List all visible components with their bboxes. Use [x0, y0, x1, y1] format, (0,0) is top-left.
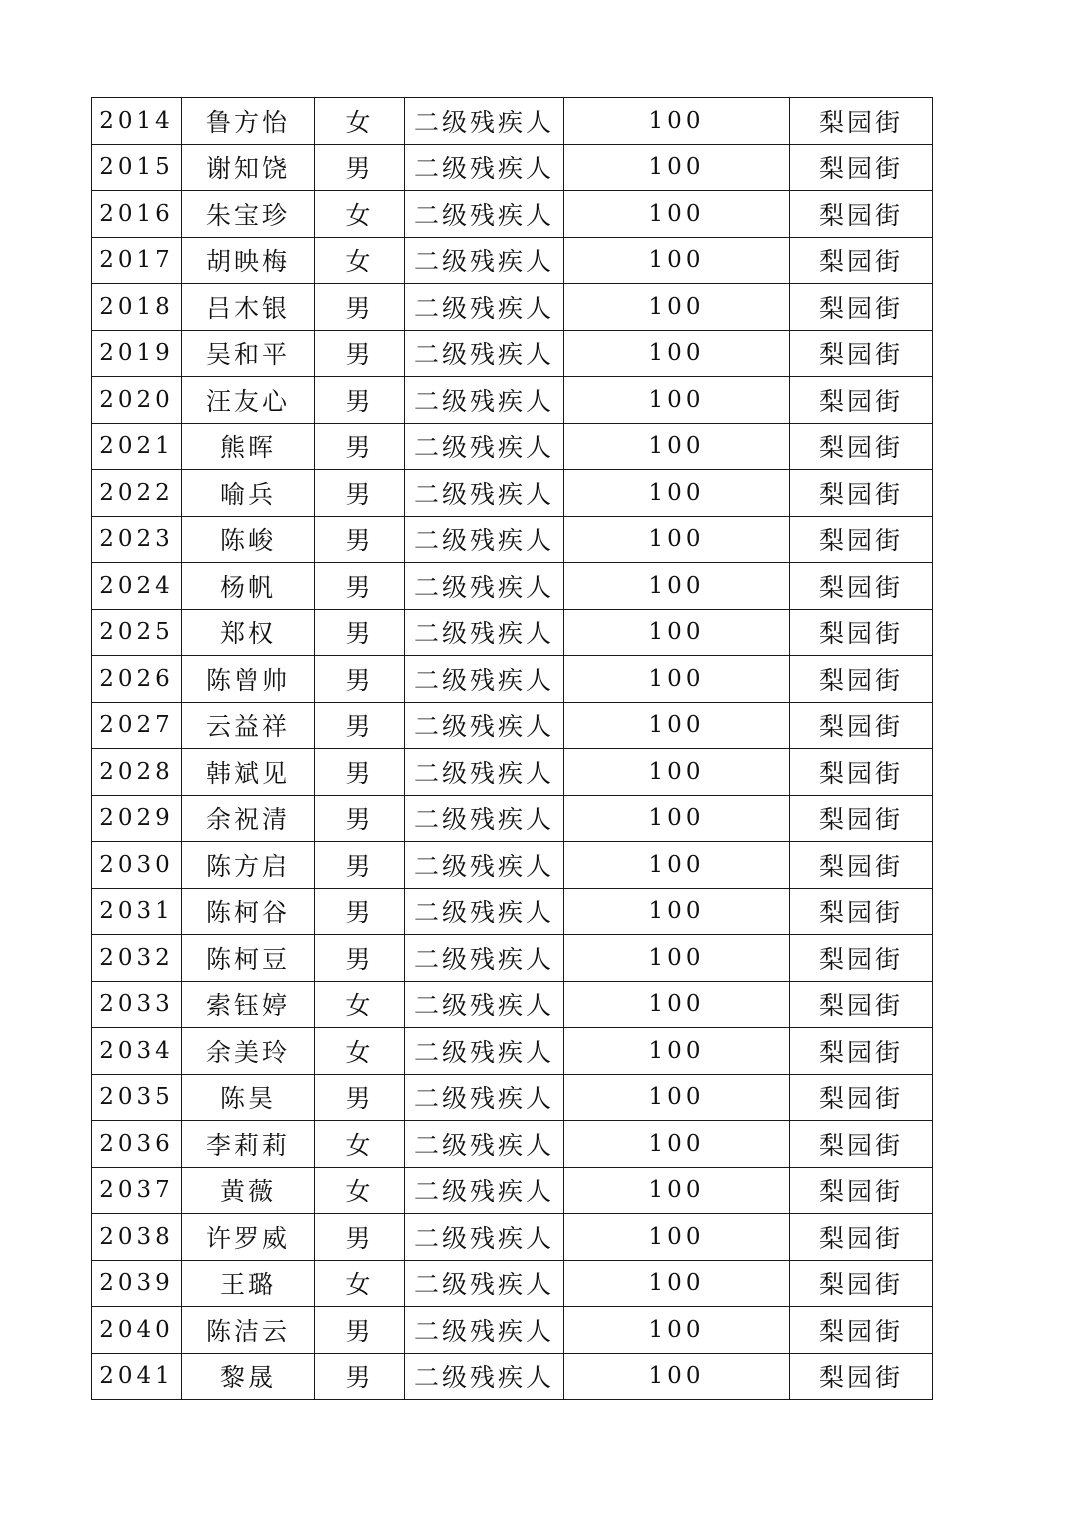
cell-number: 2016: [92, 191, 182, 238]
cell-gender: 男: [315, 423, 405, 470]
cell-disability-level: 二级残疾人: [405, 330, 564, 377]
cell-disability-level: 二级残疾人: [405, 423, 564, 470]
cell-number: 2029: [92, 795, 182, 842]
cell-street: 梨园街: [790, 237, 933, 284]
cell-gender: 男: [315, 470, 405, 517]
cell-name: 李莉莉: [182, 1121, 315, 1168]
cell-gender: 男: [315, 1074, 405, 1121]
cell-name: 胡映梅: [182, 237, 315, 284]
cell-amount: 100: [564, 935, 790, 982]
cell-disability-level: 二级残疾人: [405, 470, 564, 517]
cell-street: 梨园街: [790, 1307, 933, 1354]
cell-amount: 100: [564, 749, 790, 796]
cell-amount: 100: [564, 1260, 790, 1307]
cell-disability-level: 二级残疾人: [405, 237, 564, 284]
cell-number: 2015: [92, 144, 182, 191]
table-row: [92, 749, 933, 796]
table-row: [92, 609, 933, 656]
cell-gender: 男: [315, 144, 405, 191]
cell-number: 2034: [92, 1028, 182, 1075]
cell-gender: 女: [315, 237, 405, 284]
cell-amount: 100: [564, 1353, 790, 1400]
cell-name: 余美玲: [182, 1028, 315, 1075]
cell-amount: 100: [564, 842, 790, 889]
cell-disability-level: 二级残疾人: [405, 981, 564, 1028]
cell-street: 梨园街: [790, 284, 933, 331]
cell-gender: 女: [315, 1260, 405, 1307]
cell-amount: 100: [564, 1167, 790, 1214]
cell-amount: 100: [564, 888, 790, 935]
cell-number: 2040: [92, 1307, 182, 1354]
cell-amount: 100: [564, 981, 790, 1028]
cell-name: 陈柯谷: [182, 888, 315, 935]
table-row: [92, 1353, 933, 1400]
cell-amount: 100: [564, 1307, 790, 1354]
cell-disability-level: 二级残疾人: [405, 1167, 564, 1214]
cell-number: 2019: [92, 330, 182, 377]
cell-disability-level: 二级残疾人: [405, 98, 564, 145]
cell-name: 黎晟: [182, 1353, 315, 1400]
cell-amount: 100: [564, 1214, 790, 1261]
cell-street: 梨园街: [790, 330, 933, 377]
cell-name: 余祝清: [182, 795, 315, 842]
cell-street: 梨园街: [790, 842, 933, 889]
cell-name: 陈昊: [182, 1074, 315, 1121]
cell-gender: 男: [315, 284, 405, 331]
cell-amount: 100: [564, 609, 790, 656]
cell-gender: 女: [315, 191, 405, 238]
cell-gender: 男: [315, 1214, 405, 1261]
cell-number: 2017: [92, 237, 182, 284]
cell-number: 2039: [92, 1260, 182, 1307]
cell-disability-level: 二级残疾人: [405, 1121, 564, 1168]
cell-street: 梨园街: [790, 98, 933, 145]
cell-gender: 男: [315, 749, 405, 796]
cell-gender: 男: [315, 795, 405, 842]
cell-gender: 男: [315, 702, 405, 749]
cell-amount: 100: [564, 98, 790, 145]
cell-number: 2014: [92, 98, 182, 145]
cell-disability-level: 二级残疾人: [405, 191, 564, 238]
cell-street: 梨园街: [790, 1028, 933, 1075]
cell-amount: 100: [564, 237, 790, 284]
cell-street: 梨园街: [790, 191, 933, 238]
cell-disability-level: 二级残疾人: [405, 377, 564, 424]
cell-gender: 男: [315, 1353, 405, 1400]
cell-gender: 男: [315, 563, 405, 610]
table-row: [92, 98, 933, 145]
table-row: [92, 1214, 933, 1261]
cell-number: 2038: [92, 1214, 182, 1261]
cell-disability-level: 二级残疾人: [405, 935, 564, 982]
cell-amount: 100: [564, 1074, 790, 1121]
table-row: [92, 842, 933, 889]
cell-disability-level: 二级残疾人: [405, 1260, 564, 1307]
table-row: [92, 191, 933, 238]
cell-amount: 100: [564, 144, 790, 191]
cell-gender: 女: [315, 981, 405, 1028]
cell-number: 2025: [92, 609, 182, 656]
cell-number: 2020: [92, 377, 182, 424]
cell-disability-level: 二级残疾人: [405, 1028, 564, 1075]
cell-disability-level: 二级残疾人: [405, 609, 564, 656]
cell-name: 韩斌见: [182, 749, 315, 796]
cell-name: 喻兵: [182, 470, 315, 517]
roster-table-body: [92, 98, 933, 1400]
cell-disability-level: 二级残疾人: [405, 1074, 564, 1121]
cell-name: 王璐: [182, 1260, 315, 1307]
cell-disability-level: 二级残疾人: [405, 749, 564, 796]
cell-amount: 100: [564, 656, 790, 703]
table-row: [92, 1074, 933, 1121]
cell-name: 陈柯豆: [182, 935, 315, 982]
cell-disability-level: 二级残疾人: [405, 656, 564, 703]
cell-number: 2028: [92, 749, 182, 796]
cell-disability-level: 二级残疾人: [405, 888, 564, 935]
cell-name: 汪友心: [182, 377, 315, 424]
cell-disability-level: 二级残疾人: [405, 563, 564, 610]
cell-number: 2030: [92, 842, 182, 889]
table-row: [92, 1307, 933, 1354]
cell-amount: 100: [564, 1028, 790, 1075]
cell-gender: 男: [315, 377, 405, 424]
table-row: [92, 144, 933, 191]
cell-amount: 100: [564, 516, 790, 563]
cell-disability-level: 二级残疾人: [405, 702, 564, 749]
cell-street: 梨园街: [790, 888, 933, 935]
cell-street: 梨园街: [790, 1074, 933, 1121]
cell-gender: 男: [315, 330, 405, 377]
cell-gender: 女: [315, 98, 405, 145]
cell-number: 2024: [92, 563, 182, 610]
table-row: [92, 563, 933, 610]
cell-name: 陈曾帅: [182, 656, 315, 703]
cell-number: 2033: [92, 981, 182, 1028]
cell-name: 熊晖: [182, 423, 315, 470]
cell-number: 2023: [92, 516, 182, 563]
table-row: [92, 795, 933, 842]
cell-street: 梨园街: [790, 795, 933, 842]
cell-disability-level: 二级残疾人: [405, 144, 564, 191]
cell-number: 2026: [92, 656, 182, 703]
cell-gender: 女: [315, 1028, 405, 1075]
cell-name: 吕木银: [182, 284, 315, 331]
table-row: [92, 702, 933, 749]
cell-number: 2027: [92, 702, 182, 749]
cell-gender: 男: [315, 1307, 405, 1354]
cell-name: 郑权: [182, 609, 315, 656]
cell-disability-level: 二级残疾人: [405, 842, 564, 889]
cell-street: 梨园街: [790, 516, 933, 563]
cell-number: 2022: [92, 470, 182, 517]
cell-number: 2035: [92, 1074, 182, 1121]
cell-amount: 100: [564, 1121, 790, 1168]
table-row: [92, 377, 933, 424]
cell-name: 杨帆: [182, 563, 315, 610]
table-row: [92, 888, 933, 935]
cell-disability-level: 二级残疾人: [405, 1353, 564, 1400]
cell-gender: 男: [315, 656, 405, 703]
cell-street: 梨园街: [790, 377, 933, 424]
cell-number: 2018: [92, 284, 182, 331]
table-row: [92, 1260, 933, 1307]
cell-amount: 100: [564, 377, 790, 424]
table-row: [92, 423, 933, 470]
cell-gender: 男: [315, 516, 405, 563]
cell-amount: 100: [564, 795, 790, 842]
cell-gender: 女: [315, 1121, 405, 1168]
cell-street: 梨园街: [790, 981, 933, 1028]
cell-street: 梨园街: [790, 749, 933, 796]
cell-name: 黄薇: [182, 1167, 315, 1214]
table-row: [92, 470, 933, 517]
cell-amount: 100: [564, 470, 790, 517]
cell-street: 梨园街: [790, 656, 933, 703]
cell-street: 梨园街: [790, 1260, 933, 1307]
cell-street: 梨园街: [790, 144, 933, 191]
table-row: [92, 330, 933, 377]
cell-name: 谢知饶: [182, 144, 315, 191]
cell-disability-level: 二级残疾人: [405, 284, 564, 331]
cell-street: 梨园街: [790, 1167, 933, 1214]
cell-name: 鲁方怡: [182, 98, 315, 145]
cell-street: 梨园街: [790, 609, 933, 656]
cell-street: 梨园街: [790, 1353, 933, 1400]
cell-name: 云益祥: [182, 702, 315, 749]
table-row: [92, 656, 933, 703]
cell-amount: 100: [564, 284, 790, 331]
cell-name: 许罗威: [182, 1214, 315, 1261]
cell-street: 梨园街: [790, 1121, 933, 1168]
table-row: [92, 284, 933, 331]
table-row: [92, 516, 933, 563]
cell-disability-level: 二级残疾人: [405, 1214, 564, 1261]
cell-gender: 男: [315, 609, 405, 656]
cell-gender: 男: [315, 888, 405, 935]
cell-amount: 100: [564, 563, 790, 610]
roster-table: [91, 97, 933, 1400]
table-row: [92, 1121, 933, 1168]
cell-name: 陈洁云: [182, 1307, 315, 1354]
cell-street: 梨园街: [790, 702, 933, 749]
cell-street: 梨园街: [790, 423, 933, 470]
cell-name: 朱宝珍: [182, 191, 315, 238]
cell-amount: 100: [564, 191, 790, 238]
cell-amount: 100: [564, 423, 790, 470]
table-row: [92, 1167, 933, 1214]
cell-number: 2041: [92, 1353, 182, 1400]
table-row: [92, 237, 933, 284]
cell-street: 梨园街: [790, 1214, 933, 1261]
cell-disability-level: 二级残疾人: [405, 516, 564, 563]
cell-disability-level: 二级残疾人: [405, 795, 564, 842]
cell-disability-level: 二级残疾人: [405, 1307, 564, 1354]
cell-gender: 男: [315, 842, 405, 889]
cell-street: 梨园街: [790, 470, 933, 517]
cell-number: 2032: [92, 935, 182, 982]
cell-name: 索钰婷: [182, 981, 315, 1028]
cell-gender: 男: [315, 935, 405, 982]
cell-name: 吴和平: [182, 330, 315, 377]
cell-amount: 100: [564, 702, 790, 749]
table-row: [92, 1028, 933, 1075]
table-row: [92, 981, 933, 1028]
cell-gender: 女: [315, 1167, 405, 1214]
cell-amount: 100: [564, 330, 790, 377]
cell-number: 2031: [92, 888, 182, 935]
cell-name: 陈峻: [182, 516, 315, 563]
cell-street: 梨园街: [790, 563, 933, 610]
cell-name: 陈方启: [182, 842, 315, 889]
cell-number: 2037: [92, 1167, 182, 1214]
table-row: [92, 935, 933, 982]
cell-number: 2021: [92, 423, 182, 470]
cell-number: 2036: [92, 1121, 182, 1168]
cell-street: 梨园街: [790, 935, 933, 982]
